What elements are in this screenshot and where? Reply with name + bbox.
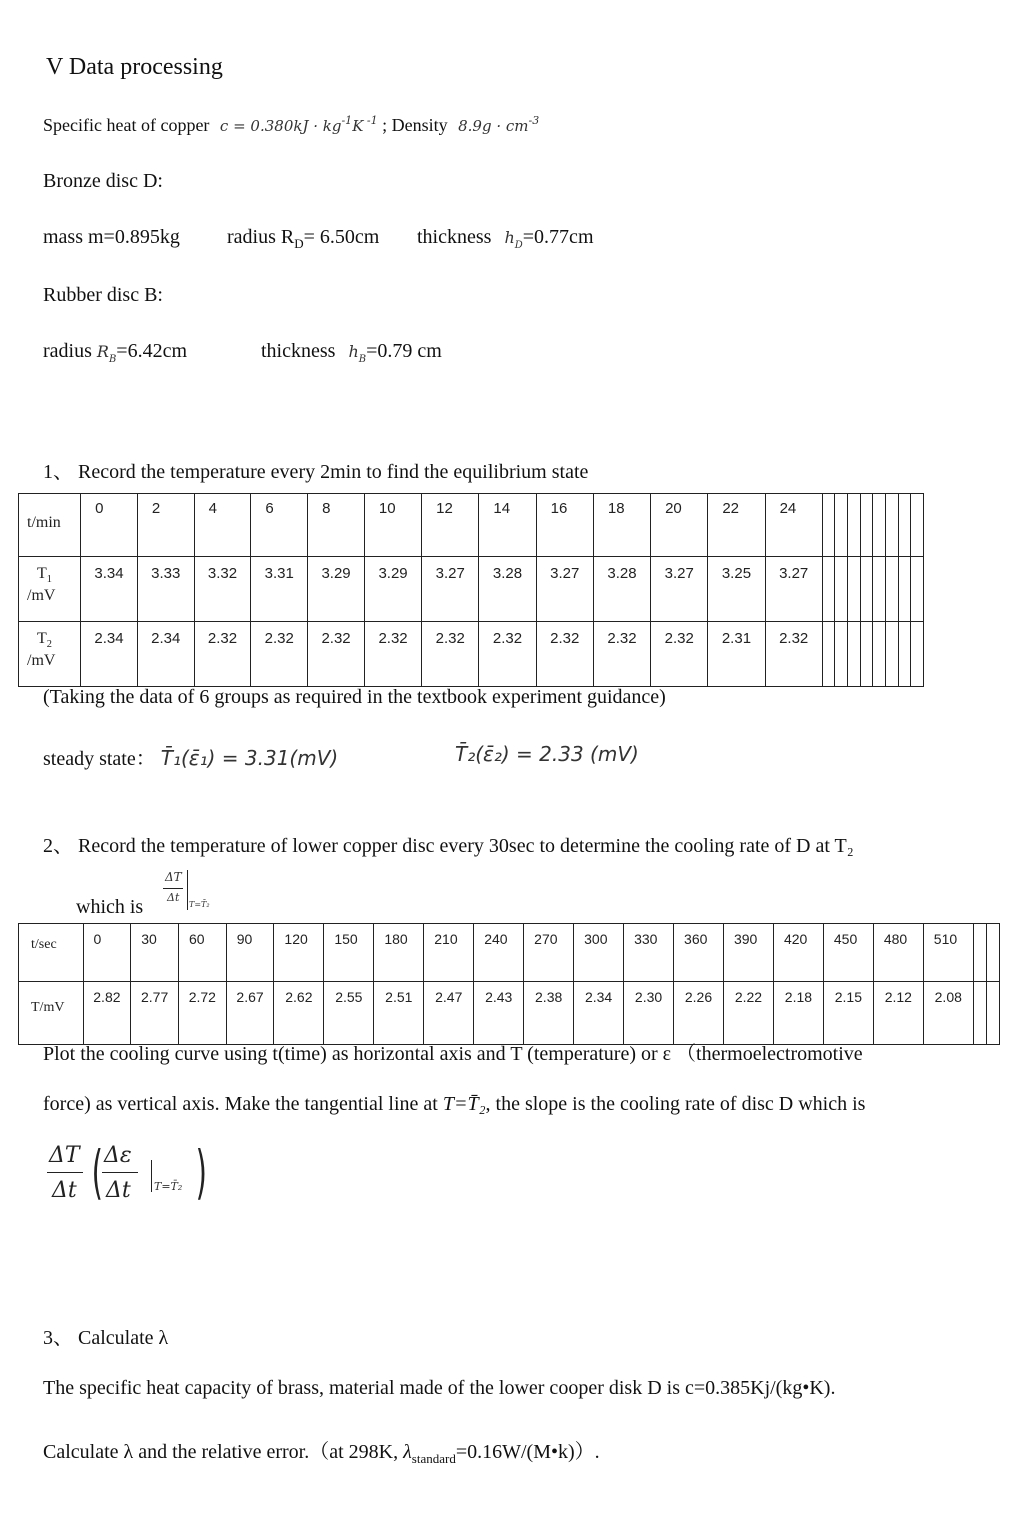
table-cell: 2.77 bbox=[131, 982, 179, 1045]
table-cell: 450 bbox=[823, 924, 873, 982]
table-cell: 420 bbox=[773, 924, 823, 982]
row-label: T/mV bbox=[19, 982, 84, 1045]
empty-cell bbox=[986, 982, 999, 1045]
table-cell: 2.08 bbox=[923, 982, 973, 1045]
empty-cell bbox=[822, 622, 835, 687]
table-cell: 10 bbox=[364, 494, 421, 557]
formula-den-2: Δt bbox=[106, 1178, 131, 1203]
table-cell: 2.30 bbox=[624, 982, 674, 1045]
t1-row bbox=[19, 557, 924, 622]
table-cell: 2.43 bbox=[474, 982, 524, 1045]
table-cell: 210 bbox=[424, 924, 474, 982]
empty-cell bbox=[886, 494, 899, 557]
equilibrium-table bbox=[18, 493, 924, 687]
empty-cell bbox=[822, 494, 835, 557]
table-cell: 360 bbox=[674, 924, 724, 982]
empty-cell bbox=[973, 982, 986, 1045]
right-paren: ) bbox=[195, 1138, 207, 1206]
section1-title: 1、 Record the temperature every 2min to find the equilibrium state bbox=[43, 461, 589, 483]
table-cell: 2.12 bbox=[873, 982, 923, 1045]
disc-b-title: Rubber disc B: bbox=[43, 284, 163, 306]
table-cell: 2.82 bbox=[83, 982, 131, 1045]
table-cell: 16 bbox=[536, 494, 593, 557]
disc-d-radius: radius $R_D= 6.50cm$ bbox=[227, 226, 380, 251]
table-cell: 2.18 bbox=[773, 982, 823, 1045]
table-cell: 3.27 bbox=[651, 557, 708, 622]
formula-cond: T=T̄₂ bbox=[154, 1180, 183, 1193]
table-cell: 2.32 bbox=[364, 622, 421, 687]
table-cell: 2.32 bbox=[593, 622, 650, 687]
table-cell: 18 bbox=[593, 494, 650, 557]
table-cell: 2.32 bbox=[422, 622, 479, 687]
table-cell: 330 bbox=[624, 924, 674, 982]
table-cell: 22 bbox=[708, 494, 765, 557]
empty-cell bbox=[911, 557, 924, 622]
empty-cell bbox=[898, 557, 911, 622]
empty-cell bbox=[835, 622, 848, 687]
table-cell: 2.34 bbox=[574, 982, 624, 1045]
cooling-table bbox=[18, 923, 1000, 1045]
small-frac-num: ΔT bbox=[165, 870, 182, 884]
steady-t2: T̄₂(ε̄₂) = 2.33 (mV) bbox=[455, 742, 639, 766]
table-cell: 3.25 bbox=[708, 557, 765, 622]
empty-cell bbox=[911, 622, 924, 687]
table-cell: 4 bbox=[194, 494, 251, 557]
table-cell: 3.31 bbox=[251, 557, 308, 622]
table-cell: 3.27 bbox=[536, 557, 593, 622]
table-cell: 6 bbox=[251, 494, 308, 557]
page-title: V Data processing bbox=[46, 54, 223, 80]
table-cell: 2.32 bbox=[765, 622, 822, 687]
left-paren: ( bbox=[91, 1138, 103, 1206]
table-cell: 240 bbox=[474, 924, 524, 982]
table-cell: 2.15 bbox=[823, 982, 873, 1045]
table-cell: 2 bbox=[137, 494, 194, 557]
table-cell: 180 bbox=[374, 924, 424, 982]
empty-cell bbox=[822, 557, 835, 622]
empty-cell bbox=[860, 557, 873, 622]
table-cell: 3.27 bbox=[765, 557, 822, 622]
disc-d-mass: mass m=0.895kg bbox=[43, 226, 180, 248]
table-cell: 3.29 bbox=[308, 557, 365, 622]
table-cell: 2.62 bbox=[274, 982, 324, 1045]
table-cell: 3.27 bbox=[422, 557, 479, 622]
table-cell: 2.34 bbox=[81, 622, 138, 687]
row-label: t/min bbox=[19, 494, 81, 557]
table-cell: 3.33 bbox=[137, 557, 194, 622]
formula-den-1: Δt bbox=[52, 1178, 77, 1203]
steady-state-line bbox=[43, 742, 338, 771]
section1-note: (Taking the data of 6 groups as required in the textbook experiment guidance) bbox=[43, 686, 666, 708]
table-cell: 2.31 bbox=[708, 622, 765, 687]
plot-text-1: Plot the cooling curve using t(time) as horizontal axis and T (temperature) or ε （thermoelectromotive bbox=[43, 1043, 863, 1065]
empty-cell bbox=[873, 557, 886, 622]
table-cell: 2.22 bbox=[723, 982, 773, 1045]
table-cell: 2.72 bbox=[178, 982, 226, 1045]
table-cell: 8 bbox=[308, 494, 365, 557]
plot-text-2: force) as vertical axis. Make the tangential line at T=T̄₂, the slope is the cooling rate of disc D which is bbox=[43, 1093, 866, 1115]
empty-cell bbox=[873, 494, 886, 557]
table-cell: 150 bbox=[324, 924, 374, 982]
table-cell: 2.26 bbox=[674, 982, 724, 1045]
steady-t1: T̄₁(ε̄₁) = 3.31(mV) bbox=[160, 746, 339, 770]
table-cell: 2.34 bbox=[137, 622, 194, 687]
table-cell: 2.32 bbox=[194, 622, 251, 687]
empty-cell bbox=[873, 622, 886, 687]
table-cell: 390 bbox=[723, 924, 773, 982]
empty-cell bbox=[848, 622, 861, 687]
t2-row bbox=[19, 622, 924, 687]
table-cell: 2.32 bbox=[308, 622, 365, 687]
table-cell: 2.32 bbox=[479, 622, 536, 687]
empty-cell bbox=[973, 924, 986, 982]
section2-title: 2、 Record the temperature of lower copper disc every 30sec to determine the cooling rate of D at T₂ bbox=[43, 835, 854, 857]
disc-d-title: Bronze disc D: bbox=[43, 170, 163, 192]
table-cell: 2.55 bbox=[324, 982, 374, 1045]
empty-cell bbox=[835, 494, 848, 557]
table-cell: 90 bbox=[226, 924, 274, 982]
table-cell: 14 bbox=[479, 494, 536, 557]
specific-heat-label: Specific heat of copper bbox=[43, 115, 210, 135]
table-cell: 3.28 bbox=[479, 557, 536, 622]
table-cell: 270 bbox=[524, 924, 574, 982]
table-cell: 60 bbox=[178, 924, 226, 982]
table-cell: 2.32 bbox=[536, 622, 593, 687]
section3-line2: Calculate λ and the relative error.（at 298K, $\lambda_{standard}=0.16W/(M•k)$）. bbox=[43, 1441, 600, 1466]
row-label: t/sec bbox=[19, 924, 84, 982]
table-cell: 2.51 bbox=[374, 982, 424, 1045]
disc-d-thickness: thickness $h_D=0.77cm$ bbox=[417, 226, 594, 251]
time-row bbox=[19, 494, 924, 557]
formula-num-1: ΔT bbox=[49, 1143, 80, 1168]
table-cell: 12 bbox=[422, 494, 479, 557]
empty-cell bbox=[986, 924, 999, 982]
empty-cell bbox=[860, 494, 873, 557]
empty-cell bbox=[886, 622, 899, 687]
table-cell: 3.28 bbox=[593, 557, 650, 622]
table-cell: 3.29 bbox=[364, 557, 421, 622]
table-cell: 24 bbox=[765, 494, 822, 557]
table-cell: 0 bbox=[83, 924, 131, 982]
table-cell: 3.32 bbox=[194, 557, 251, 622]
density-label: ; Density bbox=[382, 115, 448, 135]
row-label: $T_2$ /mV bbox=[19, 622, 81, 687]
small-frac-den: Δt bbox=[167, 891, 180, 904]
table-cell: 30 bbox=[131, 924, 179, 982]
table-cell: 300 bbox=[574, 924, 624, 982]
empty-cell bbox=[860, 622, 873, 687]
table-cell: 2.47 bbox=[424, 982, 474, 1045]
which-is-label: which is bbox=[76, 896, 144, 918]
steady-label: steady state： bbox=[43, 748, 156, 770]
empty-cell bbox=[848, 557, 861, 622]
table-cell: 2.67 bbox=[226, 982, 274, 1045]
table-cell: 2.32 bbox=[651, 622, 708, 687]
empty-cell bbox=[886, 557, 899, 622]
table-cell: 2.32 bbox=[251, 622, 308, 687]
time-row bbox=[19, 924, 1000, 982]
table-cell: 20 bbox=[651, 494, 708, 557]
small-frac-cond: T=T̄₂ bbox=[189, 900, 210, 909]
table-cell: 0 bbox=[81, 494, 138, 557]
disc-b-radius: radius $R_B=6.42cm$ bbox=[43, 340, 188, 365]
empty-cell bbox=[898, 622, 911, 687]
table-cell: 120 bbox=[274, 924, 324, 982]
density-value: 8.9g · cm bbox=[458, 117, 529, 135]
table-cell: 2.38 bbox=[524, 982, 574, 1045]
table-cell: 3.34 bbox=[81, 557, 138, 622]
empty-cell bbox=[911, 494, 924, 557]
disc-b-thickness: thickness $h_B=0.79$ cm bbox=[261, 340, 442, 365]
formula-num-2: Δε bbox=[104, 1143, 132, 1168]
empty-cell bbox=[835, 557, 848, 622]
table-cell: 480 bbox=[873, 924, 923, 982]
empty-cell bbox=[898, 494, 911, 557]
row-label: $T_1$ /mV bbox=[19, 557, 81, 622]
empty-cell bbox=[848, 494, 861, 557]
constants-line: Specific heat of copper $c = 0.380kJ \cdot kg^{-1}K$ $^{-1}$ ; Density $8.9g \cdot cm^{-3}$ bbox=[43, 114, 540, 135]
table-cell: 510 bbox=[923, 924, 973, 982]
section3-line1: The specific heat capacity of brass, material made of the lower cooper disk D is c=0.385Kj/(kg•K). bbox=[43, 1377, 836, 1399]
temperature-row bbox=[19, 982, 1000, 1045]
specific-heat-value: c = 0.380kJ · kg bbox=[219, 117, 342, 135]
section3-title: 3、 Calculate λ bbox=[43, 1327, 169, 1349]
